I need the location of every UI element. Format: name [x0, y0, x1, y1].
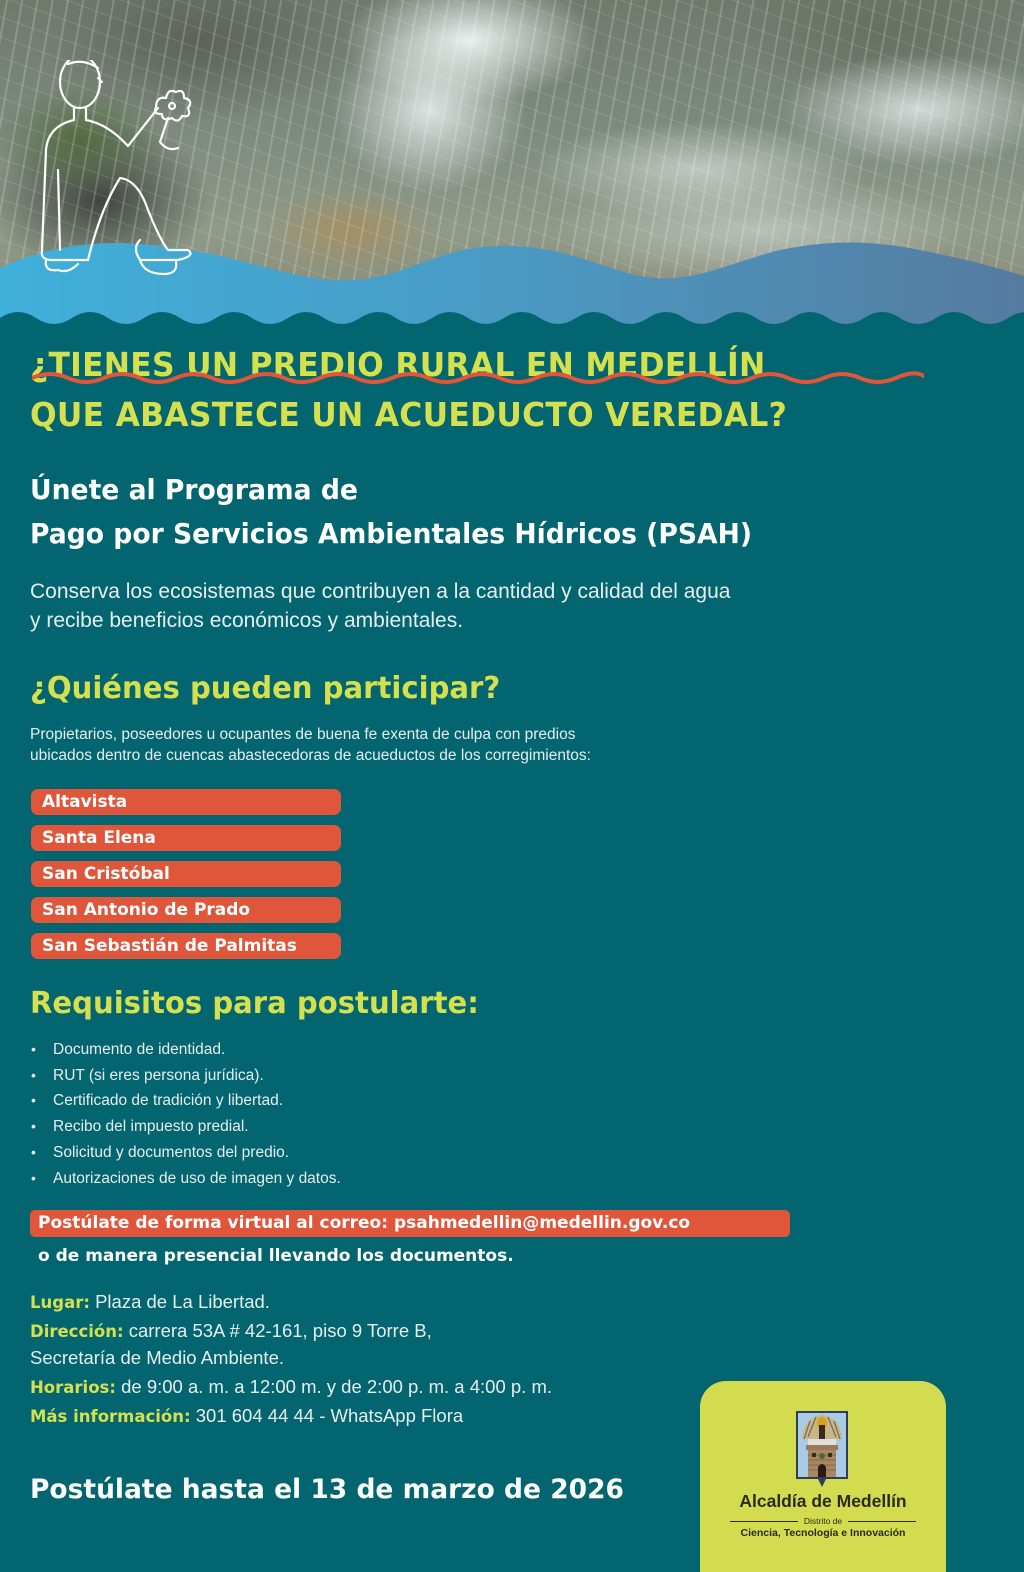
address-row-2 [30, 1344, 552, 1373]
who-description [30, 724, 591, 766]
address-label: Dirección: [30, 1322, 124, 1341]
apply-virtual-banner [30, 1210, 790, 1237]
logo-sub: Distrito de [803, 1516, 843, 1526]
intro-text [30, 577, 730, 635]
divider [730, 1521, 798, 1522]
bullet-icon: • [31, 1118, 36, 1135]
corregimiento-chip: Santa Elena [31, 825, 341, 851]
hours-row [30, 1373, 552, 1402]
address-row [30, 1317, 552, 1344]
requirements-title: Requisitos para postularte: [30, 986, 479, 1021]
alcaldia-name: Alcaldía de Medellín [739, 1491, 907, 1511]
place-label: Lugar: [30, 1293, 90, 1312]
subtitle-line-2: Pago por Servicios Ambientales Hídricos (PSAH) [30, 517, 752, 550]
medellin-coat-of-arms-icon [794, 1409, 850, 1491]
contact-info [30, 1288, 552, 1431]
bullet-icon: • [31, 1041, 36, 1057]
requirement-item [30, 1088, 341, 1114]
alcaldia-logo-card [700, 1381, 946, 1572]
requirement-text: Certificado de tradición y libertad. [53, 1092, 284, 1110]
person-illustration-icon [28, 60, 218, 280]
divider [848, 1521, 916, 1522]
headline-line-2: QUE ABASTECE UN ACUEDUCTO VEREDAL? [30, 395, 788, 434]
requirement-text: Autorizaciones de uso de imagen y datos. [53, 1169, 341, 1187]
bullet-icon: • [31, 1066, 36, 1083]
address-value: carrera 53A # 42-161, piso 9 Torre B, [123, 1320, 432, 1341]
subtitle-line-1: Únete al Programa de [30, 473, 358, 506]
more-info-row [30, 1402, 552, 1431]
more-info-value: 301 604 44 44 - WhatsApp Flora [190, 1405, 464, 1426]
deadline-text: Postúlate hasta el 13 de marzo de 2026 [30, 1474, 624, 1505]
more-info-label: Más información: [30, 1407, 191, 1426]
program-subtitle [30, 468, 752, 556]
requirement-item [30, 1114, 341, 1140]
intro-line-2: y recibe beneficios económicos y ambientales. [30, 609, 464, 632]
corregimiento-chip: San Cristóbal [31, 861, 341, 887]
who-line-1: Propietarios, poseedores u ocupantes de buena fe exenta de culpa con predios [30, 726, 576, 743]
address-value-2: Secretaría de Medio Ambiente. [30, 1347, 285, 1368]
bullet-icon: • [31, 1169, 36, 1186]
corregimiento-chip: San Antonio de Prado [31, 897, 341, 923]
bullet-icon: • [31, 1143, 36, 1160]
hero-photo [0, 0, 1024, 330]
requirement-item [30, 1140, 341, 1166]
who-can-participate-title: ¿Quiénes pueden participar? [30, 671, 501, 706]
apply-in-person-text: o de manera presencial llevando los documentos. [38, 1246, 514, 1266]
squiggle-underline-icon [32, 370, 924, 386]
bullet-icon: • [31, 1092, 36, 1109]
corregimiento-chip: Altavista [31, 789, 341, 815]
requirement-text: RUT (si eres persona jurídica). [53, 1066, 264, 1084]
requirement-item [30, 1037, 341, 1063]
who-line-2: ubicados dentro de cuencas abastecedoras de acueductos de los corregimientos: [30, 747, 591, 764]
logo-tagline: Ciencia, Tecnología e Innovación [740, 1527, 906, 1539]
requirements-list [30, 1037, 341, 1191]
headline [30, 340, 942, 440]
requirement-item [30, 1166, 341, 1192]
intro-line-1: Conserva los ecosistemas que contribuyen a la cantidad y calidad del agua [30, 580, 731, 603]
logo-sub-row [730, 1515, 916, 1527]
requirement-item [30, 1063, 341, 1089]
requirement-text: Documento de identidad. [53, 1041, 226, 1058]
requirement-text: Solicitud y documentos del predio. [53, 1143, 290, 1161]
apply-email-link[interactable]: psahmedellin@medellin.gov.co [393, 1213, 691, 1233]
place-value: Plaza de La Libertad. [89, 1291, 270, 1312]
hours-label: Horarios: [30, 1378, 116, 1397]
place-row [30, 1288, 552, 1317]
hours-value: de 9:00 a. m. a 12:00 m. y de 2:00 p. m. a 4:00 p. m. [115, 1376, 552, 1397]
headline-line-1: ¿TIENES UN PREDIO RURAL EN MEDELLÍN [30, 345, 766, 384]
requirement-text: Recibo del impuesto predial. [53, 1118, 249, 1136]
corregimientos-list [31, 789, 341, 969]
apply-virtual-label: Postúlate de forma virtual al correo: [38, 1213, 394, 1233]
corregimiento-chip: San Sebastián de Palmitas [31, 933, 341, 959]
